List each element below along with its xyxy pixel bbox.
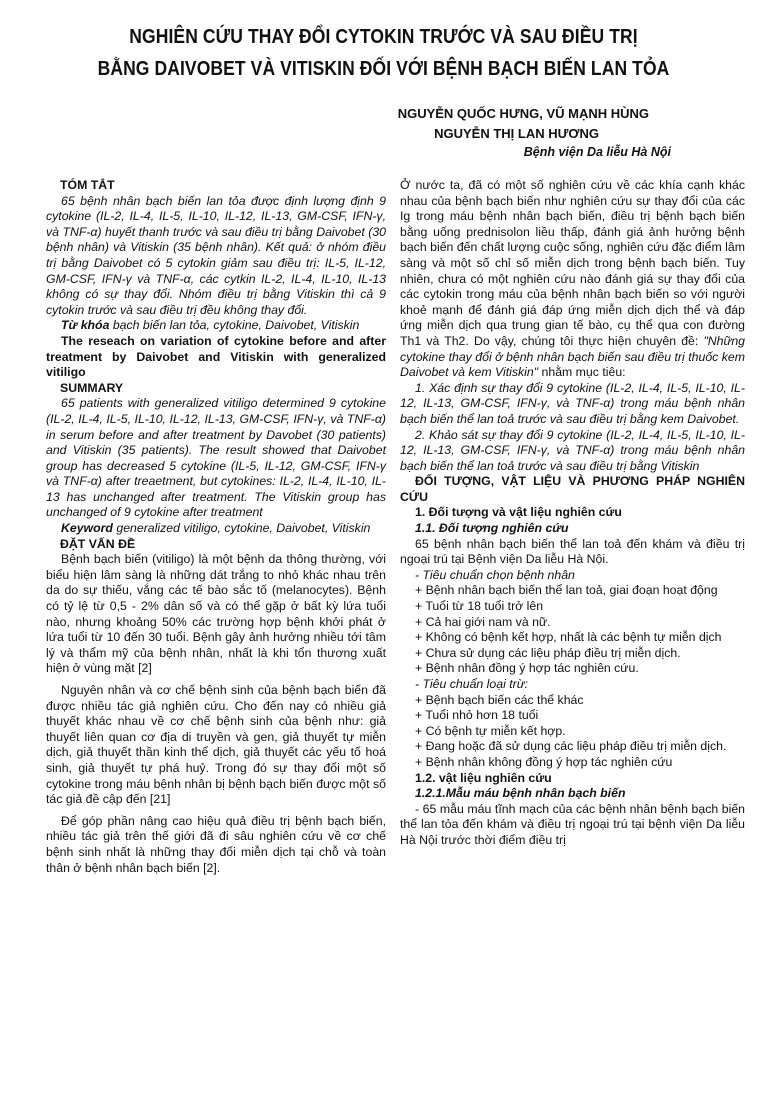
- exclusion-item: + Có bệnh tự miễn kết hợp.: [415, 723, 566, 738]
- keywords-en-text: generalized vitiligo, cytokine, Daivobet, Vitiskin: [112, 521, 371, 536]
- summary-heading: SUMMARY: [60, 380, 124, 395]
- keywords-vi-text: bạch biến lan tỏa, cytokine, Daivobet, Vitiskin: [109, 318, 360, 333]
- section-1-1-heading: 1.1. Đối tượng nghiên cứu: [415, 521, 569, 536]
- keywords-vi: [46, 318, 386, 334]
- inclusion-item: + Bệnh nhân bạch biến thể lan toả, giai đoạn hoạt động: [415, 583, 718, 598]
- inclusion-item: + Tuổi từ 18 tuổi trở lên: [415, 599, 544, 614]
- intro-paragraph-1: Bệnh bạch biến (vitiligo) là một bệnh da thông thường, với biểu hiện lâm sàng là những dát trắng to nhỏ khác nhau trên da do sự thiếu, vắng các tế bào sắc tố (melanocytes). Bệnh có tỷ lệ từ 0,5 - 2% dân số và có thể gặp ở bất kỳ lứa tuổi nào, nhưng khoảng 50% các trường hợp bệnh khởi phát ở lứa tuổi từ 10 đến 30 tuổi. Bệnh gây ảnh hưởng nhiều tới tâm lý và thẩm mỹ của bệnh nhân, nhất là khi tổn thương xuất hiện ở vùng mặt [2]: [46, 552, 386, 676]
- affiliation: Bệnh viện Da liễu Hà Nội: [523, 145, 671, 159]
- exclusion-item: + Bệnh bạch biến các thể khác: [415, 692, 584, 707]
- right-column: [400, 178, 745, 849]
- section-1-2-1-body: - 65 mẫu máu tĩnh mạch của các bệnh nhân bệnh bạch biến thể lan tỏa đến khám và điều trị ngoại trú tại bệnh viện Da liễu Hà Nội trước thời điểm điều trị: [400, 801, 745, 847]
- left-column: [46, 178, 386, 876]
- intro-p4-end: nhằm mục tiêu:: [538, 365, 626, 380]
- inclusion-criteria-label: - Tiêu chuẩn chọn bệnh nhân: [415, 567, 575, 582]
- abstract-body: 65 bệnh nhân bạch biến lan tỏa được định lượng định 9 cytokine (IL-2, IL-4, IL-5, IL-10, IL-12, IL-13, GM-CSF, IFN-γ, và TNF-α) huyết thanh trước và sau điều trị bằng Daivobet (30 bệnh nhân) và Vitiskin (35 bệnh nhân). Kết quả: ở nhóm điều trị bằng Daivobet có 5 cytokin giảm sau điều trị: IL-5, IL-12, GM-CSF, IFN-γ và TNF-α, các cytkin IL-2, IL-4, IL-10, IL-13 không có sự thay đổi. Nhóm điều trị bằng Vitiskin thì cả 9 cytokin trước và sau điều trị đều không thay đổi.: [46, 193, 386, 317]
- paper-title-line-2: BẰNG DAIVOBET VÀ VITISKIN ĐỐI VỚI BỆNH BẠCH BIẾN LAN TỎA: [97, 56, 670, 80]
- inclusion-item: + Bệnh nhân đồng ý hợp tác nghiên cứu.: [415, 661, 639, 676]
- exclusion-item: + Tuổi nhỏ hơn 18 tuổi: [415, 708, 539, 723]
- intro-paragraph-3: Để góp phần nâng cao hiệu quả điều trị bệnh bạch biến, nhiều tác giả trên thế giới đã đi sâu nghiên cứu về cơ chế bệnh sinh nhất là những thay đổi miễn dịch tại chỗ và toàn thân ở bệnh nhân bạch biến [2].: [46, 813, 386, 875]
- methods-heading: ĐỐI TƯỢNG, VẬT LIỆU VÀ PHƯƠNG PHÁP NGHIÊN CỨU: [400, 474, 745, 504]
- exclusion-criteria-label: - Tiêu chuẩn loại trừ:: [415, 677, 528, 691]
- section-1-2-heading: 1.2. vật liệu nghiên cứu: [415, 770, 552, 785]
- objective-2: 2. Khảo sát sự thay đổi 9 cytokine (IL-2, IL-4, IL-5, IL-10, IL-12, IL-13, GM-CSF, IFN-γ, và TNF-α) trong máu bệnh nhân bạch biến thể lan toả trước và sau điều trị bằng Vitiskin: [400, 427, 745, 473]
- abstract-heading: TÓM TẮT: [60, 178, 115, 192]
- keywords-vi-label: Từ khóa: [61, 318, 110, 333]
- intro-paragraph-2: Nguyên nhân và cơ chế bệnh sinh của bệnh bạch biến đã được nhiều tác giả nghiên cứu. Cho đến nay có nhiều giả thuyết khác nhau về cơ chế bệnh sinh của bệnh như: giả thuyết liên quan cơ địa di truyền và gen, giả thuyết tự miễn dịch, giả thuyết thần kinh thể dịch, giả thuyết các yếu tố hoá sinh, giả thuyết tự phá huỷ. Trong đó sự thay đổi một số cytokine trong máu bệnh nhân bị bệnh bạch biến được một số tác giả đề cập đến [21]: [46, 683, 386, 807]
- introduction-heading: ĐẶT VẤN ĐỀ: [60, 536, 136, 551]
- authors-line-2: NGUYỄN THỊ LAN HƯƠNG: [434, 126, 599, 141]
- intro-paragraph-4: [400, 178, 745, 381]
- section-1-heading: 1. Đối tượng và vật liệu nghiên cứu: [415, 505, 622, 520]
- exclusion-item: + Bệnh nhân không đồng ý hợp tác nghiên cứu: [415, 754, 673, 769]
- study-topic: "Những cytokine thay đổi ở bệnh nhân bạch biến sau điều trị thuốc kem Daivobet và kem Vitiskin": [400, 333, 745, 380]
- paper-title-line-1: NGHIÊN CỨU THAY ĐỔI CYTOKIN TRƯỚC VÀ SAU ĐIỀU TRỊ: [129, 24, 638, 48]
- section-1-1-body: 65 bệnh nhân bạch biến thể lan toả đến khám và điều trị ngoại trú tại Bệnh viện Da liễu Hà Nội.: [400, 536, 745, 567]
- keywords-en-label: Keyword: [61, 521, 113, 536]
- summary-body: 65 patients with generalized vitiligo determined 9 cytokine (IL-2, IL-4, IL-5, IL-10, IL-12, IL-13, GM-CSF, IFN-γ, và TNF-α) in serum before and after treatment by Davobet (30 patients) and Vitiskin (35 patients). The result showed that Daivobet group has decreased 5 cytokine (IL-5, IL-12, GM-CSF, IFN-γ và TNF-α) after treaetment, but cytokines: IL-2, IL-4, IL-10, IL-13 has unchanged after treatment. The Vitiskin group has unchanged of 9 cytokine after treatment: [46, 396, 386, 520]
- inclusion-item: + Chưa sử dụng các liệu pháp điều trị miễn dịch.: [415, 645, 681, 660]
- inclusion-item: + Cả hai giới nam và nữ.: [415, 614, 551, 629]
- intro-p4-text: Ở nước ta, đã có một số nghiên cứu về các khía cạnh khác nhau của bệnh bạch biến như nghiên cứu sự thay đổi của các Ig trong máu bệnh nhân bạch biến, điều trị bệnh bạch biến bằng uống prednisolon liều thấp, đánh giá ảnh hưởng bệnh bạch biến đến chất lượng cuộc sống, nghiên cứu đặc điểm lâm sàng và một số chỉ số miễn dịch trong bệnh bạch biến. Tuy nhiên, chưa có một nghiên cứu nào đánh giá sự thay đổi của các cytokin trong máu của bệnh nhân bạch biến so với người khoẻ mạnh để đánh giá đáp ứng miễn dịch dịch thể và đáp ứng miễn dịch qua trung gian tế bào, cụ thể qua con đường Th1 và Th2. Do vậy, chúng tôi thực hiện chuyên đề:: [400, 178, 745, 348]
- objective-1: 1. Xác định sự thay đổi 9 cytokine (IL-2, IL-4, IL-5, IL-10, IL-12, IL-13, GM-CSF, IFN-γ, và TNF-α) trong máu bệnh nhân bạch biến thể lan toả trước và sau điều trị bằng kem Daivobet.: [400, 380, 745, 426]
- keywords-en: [46, 521, 386, 537]
- english-title: The reseach on variation of cytokine before and after treatment by Daivobet and Vitiskin with generalized vitiligo: [46, 333, 386, 380]
- authors-line-1: NGUYỄN QUỐC HƯNG, VŨ MẠNH HÙNG: [397, 106, 649, 121]
- inclusion-item: + Không có bệnh kết hợp, nhất là các bệnh tự miễn dịch: [415, 630, 722, 645]
- section-1-2-1-heading: 1.2.1.Mẫu máu bệnh nhân bạch biến: [415, 786, 626, 801]
- exclusion-item: + Đang hoặc đã sử dụng các liệu pháp điều trị miễn dịch.: [415, 739, 727, 754]
